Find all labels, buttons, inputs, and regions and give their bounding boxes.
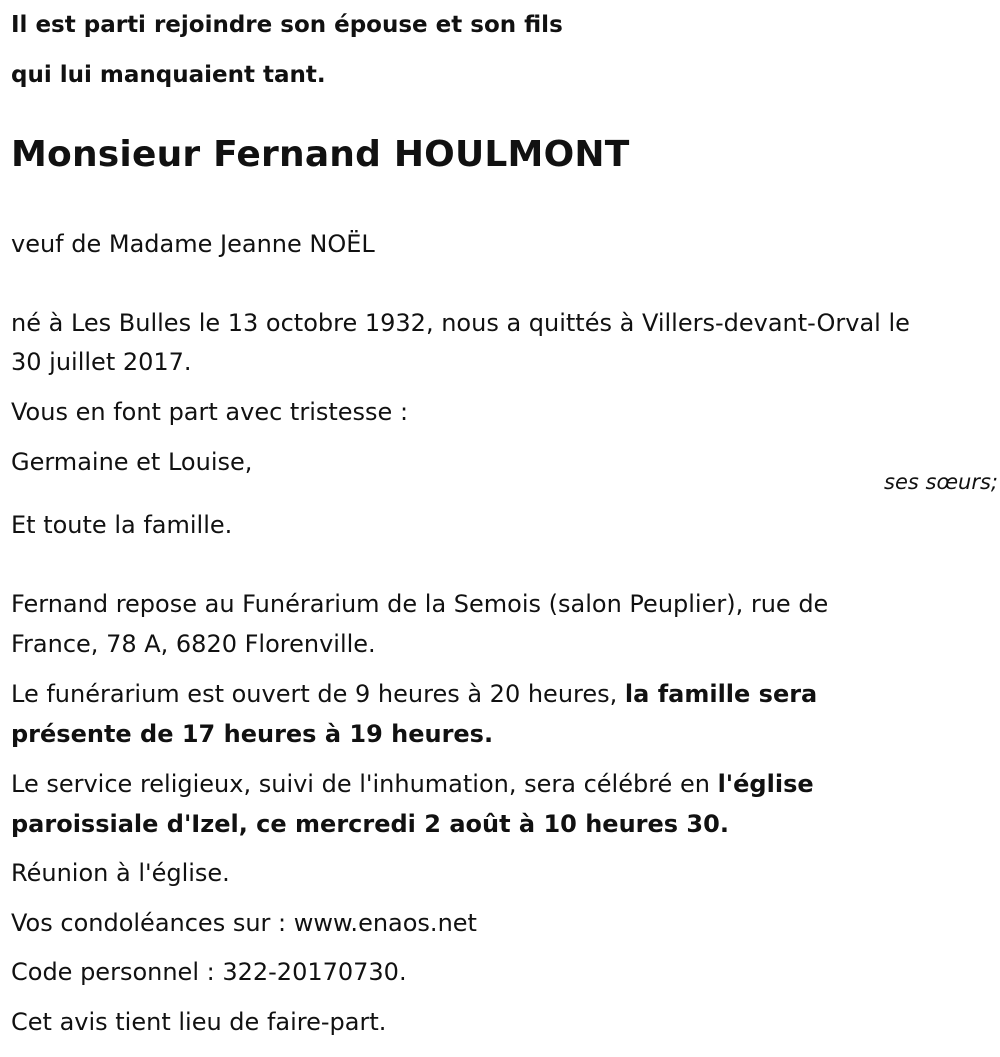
notice-line: Cet avis tient lieu de faire-part. xyxy=(11,1008,387,1036)
deceased-name: Monsieur Fernand HOULMONT xyxy=(11,134,630,175)
hours-bold-1: la famille sera xyxy=(624,680,818,708)
condolences-line: Vos condoléances sur : www.enaos.net xyxy=(11,909,477,937)
hours-prefix: Le funérarium est ouvert de 9 heures à 20 heures, xyxy=(11,680,618,708)
service-bold-1: l'église xyxy=(717,770,814,798)
intro-text xyxy=(11,10,563,90)
code-line: Code personnel : 322-20170730. xyxy=(11,958,407,986)
sisters-names: Germaine et Louise, xyxy=(11,448,253,476)
funerarium-line-2: France, 78 A, 6820 Florenville. xyxy=(11,630,376,658)
service-line-2 xyxy=(11,805,729,843)
funerarium-line-1: Fernand repose au Funérarium de la Semois (salon Peuplier), rue de xyxy=(11,590,829,618)
intro-line-1: Il est parti rejoindre son épouse et son fils xyxy=(11,12,563,38)
sisters-relation: ses sœurs; xyxy=(884,470,998,494)
hours-bold-2: présente de 17 heures à 19 heures. xyxy=(11,720,494,748)
intro-line-2: qui lui manquaient tant. xyxy=(11,62,326,88)
widower-line: veuf de Madame Jeanne NOËL xyxy=(11,230,375,258)
birth-death-line-2: 30 juillet 2017. xyxy=(11,348,192,376)
family-line: Et toute la famille. xyxy=(11,511,233,539)
service-prefix: Le service religieux, suivi de l'inhumation, sera célébré en xyxy=(11,770,710,798)
service-bold-2: paroissiale d'Izel, ce mercredi 2 août à 10 heures 30. xyxy=(11,810,729,838)
hours-line-2 xyxy=(11,715,493,753)
service-line-1 xyxy=(11,765,814,803)
birth-death-line-1: né à Les Bulles le 13 octobre 1932, nous a quittés à Villers-devant-Orval le xyxy=(11,309,910,337)
hours-line-1 xyxy=(11,675,817,713)
meeting-line: Réunion à l'église. xyxy=(11,859,230,887)
announce-line: Vous en font part avec tristesse : xyxy=(11,398,409,426)
